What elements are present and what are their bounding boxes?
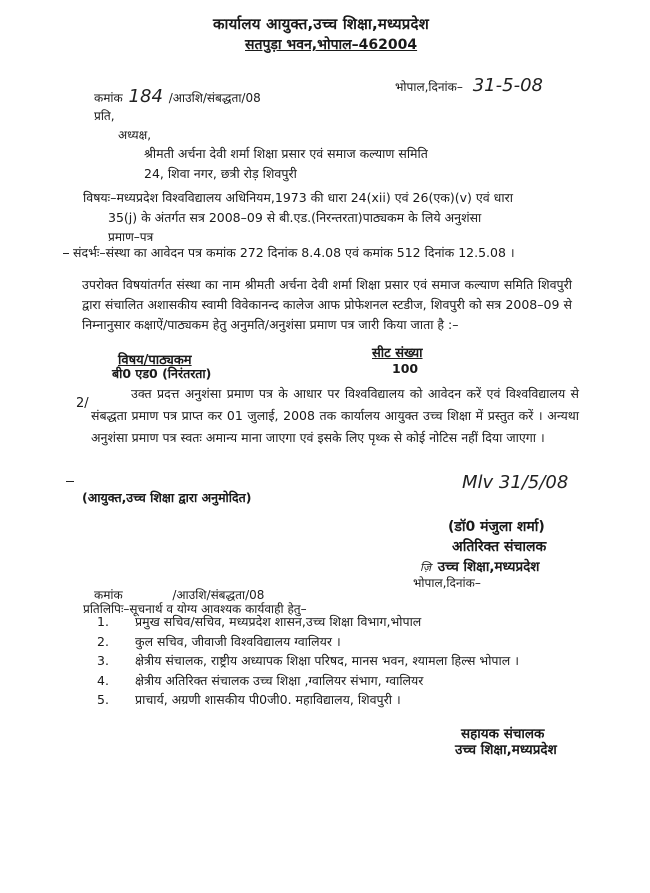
handwritten-date: 31-5-08 xyxy=(472,75,543,96)
reference-line: संदर्भः–संस्था का आवेदन पत्र कमांक 272 दिनांक 8.4.08 एवं कमांक 512 दिनांक 12.5.08 । xyxy=(73,245,515,260)
signatory-department xyxy=(420,557,539,575)
assistant-director-title: सहायक संचालक xyxy=(461,726,545,742)
signature-scribble: Mlv 31/5/08 xyxy=(462,472,569,493)
recipient-line-1: अध्यक्ष, xyxy=(118,128,152,142)
course-header-seats: सीट संख्या xyxy=(372,346,423,361)
course-header-subject: विषय/पाठ्यकम xyxy=(118,353,192,368)
list-item: 1. प्रमुख सचिव/सचिव, मध्यप्रदेश शासन,उच्च शिक्षा विभाग,भोपाल xyxy=(97,614,422,629)
handwritten-number: 184 xyxy=(128,86,163,107)
reference-prefix: कमांक xyxy=(94,91,123,105)
copy-list xyxy=(97,612,519,710)
approval-note: (आयुक्त,उच्च शिक्षा द्वारा अनुमोदित) xyxy=(82,490,252,505)
copy-ref-suffix: /आउशि/संबद्धता/08 xyxy=(172,588,265,602)
reference-suffix: /आउशि/संबद्धता/08 xyxy=(168,91,261,105)
recipient-line-3: 24, शिवा नगर, छत्री रोड़ शिवपुरी xyxy=(144,166,297,181)
subject-line-3: प्रमाण–पत्र xyxy=(108,230,154,244)
copy-date-label: भोपाल,दिनांक– xyxy=(413,576,481,590)
list-item: 5. प्राचार्य, अग्रणी शासकीय पी0जी0. महाविद्यालय, शिवपुरी । xyxy=(97,692,401,707)
list-item: 4. क्षेत्रीय अतिरिक्त संचालक उच्च शिक्षा ,ग्वालियर संभाग, ग्वालियर xyxy=(97,672,424,688)
date-line xyxy=(395,75,543,96)
course-row-seats: 100 xyxy=(392,361,419,376)
list-item: 2. कुल सचिव, जीवाजी विश्वविद्यालय ग्वालियर । xyxy=(97,633,341,649)
subject-line-2: 35(j) के अंतर्गत सत्र 2008–09 से बी.एड.(निरन्तरता)पाठ्यकम के लिये अनुशंसा xyxy=(108,210,482,225)
initial-mark: ज़ि xyxy=(420,561,432,574)
paragraph-2-text: उक्त प्रदत्त अनुशंसा प्रमाण पत्र के आधार पर विश्वविद्यालय को आवेदन करें एवं विश्वविद्यालय से संबद्धता प्रमाण पत्र प्राप्त कर 01 जुलाई, 2008 तक कार्यालय आयुक्त उच्च शिक्षा में प्रस्तुत करें । अन्यथा अनुशंसा प्रमाण पत्र स्वतः अमान्य माना जाएगा एवं इसके लिए पृथ्क से कोई नोटिस नहीं दिया जाएगा । xyxy=(91,386,579,445)
assistant-director-department: उच्च शिक्षा,मध्यप्रदेश xyxy=(455,742,557,758)
margin-dash xyxy=(63,253,69,254)
date-label: भोपाल,दिनांक– xyxy=(395,80,463,94)
list-item: 3. क्षेत्रीय संचालक, राष्ट्रीय अध्यापक शिक्षा परिषद, मानस भवन, श्यामला हिल्स भोपाल । xyxy=(97,653,519,668)
reference-number xyxy=(94,86,261,107)
body-paragraph: उपरोक्त विषयांतर्गत संस्था का नाम श्रीमती अर्चना देवी शर्मा शिक्षा प्रसार एवं समाज कल्याण समिति शिवपुरी द्वारा संचालित अशासकीय स्वामी विवेकानन्द कालेज आफ प्रोफेशनल स्टडीज, शिवपुरी को सत्र 2008–09 से निम्नानुसार कक्षाऐं/पाठ्यकम हेतु अनुमति/अनुशंसा प्रमाण पत्र जारी किया जाता है :– xyxy=(82,277,572,332)
office-address: सतपुड़ा भवन,भोपाल–462004 xyxy=(245,37,418,53)
salutation: प्रति, xyxy=(94,109,115,123)
copy-ref-prefix: कमांक xyxy=(94,588,123,602)
copy-heading: प्रतिलिपिः–सूचनार्थ व योग्य आवश्यक कार्यवाही हेतु– xyxy=(83,602,307,616)
recipient-line-2: श्रीमती अर्चना देवी शर्मा शिक्षा प्रसार एवं समाज कल्याण समिति xyxy=(144,146,428,161)
department-text: उच्च शिक्षा,मध्यप्रदेश xyxy=(437,559,540,575)
subject-line-1: विषयः–मध्यप्रदेश विश्वविद्यालय अधिनियम,1973 की धारा 24(xii) एवं 26(एक)(v) एवं धारा xyxy=(83,190,513,205)
course-row-subject: बी0 एड0 (निरंतरता) xyxy=(112,366,212,381)
margin-dash xyxy=(66,481,74,482)
signatory-name: (डॉ0 मंजुला शर्मा) xyxy=(448,519,545,535)
paragraph-2-number: 2/ xyxy=(76,396,89,411)
signatory-title: अतिरिक्त संचालक xyxy=(452,539,547,555)
office-title: कार्यालय आयुक्त,उच्च शिक्षा,मध्यप्रदेश xyxy=(213,15,430,33)
